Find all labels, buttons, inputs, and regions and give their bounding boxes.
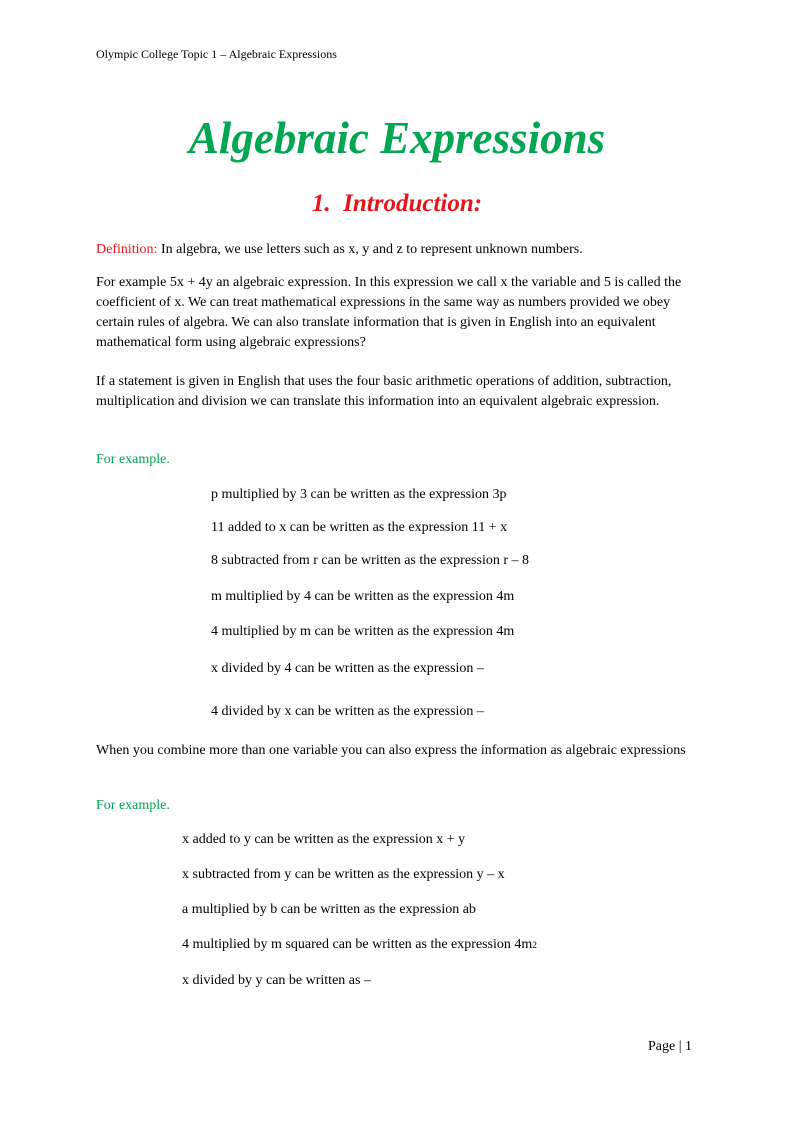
example-label-1: For example. (96, 452, 170, 467)
example-line: a multiplied by b can be written as the expression ab (182, 902, 476, 917)
definition-text: In algebra, we use letters such as x, y and z to represent unknown numbers. (157, 242, 583, 257)
example-line: x divided by 4 can be written as the expression – (211, 661, 484, 676)
combine-paragraph: When you combine more than one variable you can also express the information as algebraic expressions (96, 743, 686, 758)
operations-paragraph: If a statement is given in English that uses the four basic arithmetic operations of addition, subtraction, multiplication and division we can translate this information into an equivalent algebraic expression. (96, 374, 672, 409)
example-label-2: For example. (96, 798, 170, 813)
page-header: Olympic College Topic 1 – Algebraic Expressions (96, 47, 337, 61)
definition-paragraph (96, 240, 696, 260)
example-line (182, 936, 537, 954)
example-line: m multiplied by 4 can be written as the expression 4m (211, 589, 515, 604)
intro-paragraph: For example 5x + 4y an algebraic expression. In this expression we call x the variable and 5 is called the coefficient of x. We can treat mathematical expressions in the same way as numbers provided we obey certain rules of algebra. We can also translate information that is given in English into an equivalent mathematical form using algebraic expressions? (96, 275, 682, 350)
example-line: x divided by y can be written as – (182, 973, 371, 988)
definition-label: Definition: (96, 242, 158, 257)
section-heading (0, 191, 794, 216)
example-line: 11 added to x can be written as the expression 11 + x (211, 520, 508, 535)
example-line: 8 subtracted from r can be written as the expression r – 8 (211, 553, 530, 568)
page-title: Algebraic Expressions (188, 113, 606, 163)
section-title: Introduction: (343, 190, 483, 217)
page-number: Page | 1 (648, 1039, 693, 1054)
example-line: x subtracted from y can be written as the expression y – x (182, 867, 505, 882)
example-line: 4 multiplied by m can be written as the expression 4m (211, 624, 515, 639)
exponent-text: 2 (532, 940, 537, 950)
section-number: 1. (311, 190, 331, 217)
example-line: p multiplied by 3 can be written as the expression 3p (211, 487, 507, 502)
example-text: 4 multiplied by m squared can be written as the expression 4m (182, 937, 533, 952)
example-line: x added to y can be written as the expression x + y (182, 832, 466, 847)
example-line: 4 divided by x can be written as the expression – (211, 704, 484, 719)
